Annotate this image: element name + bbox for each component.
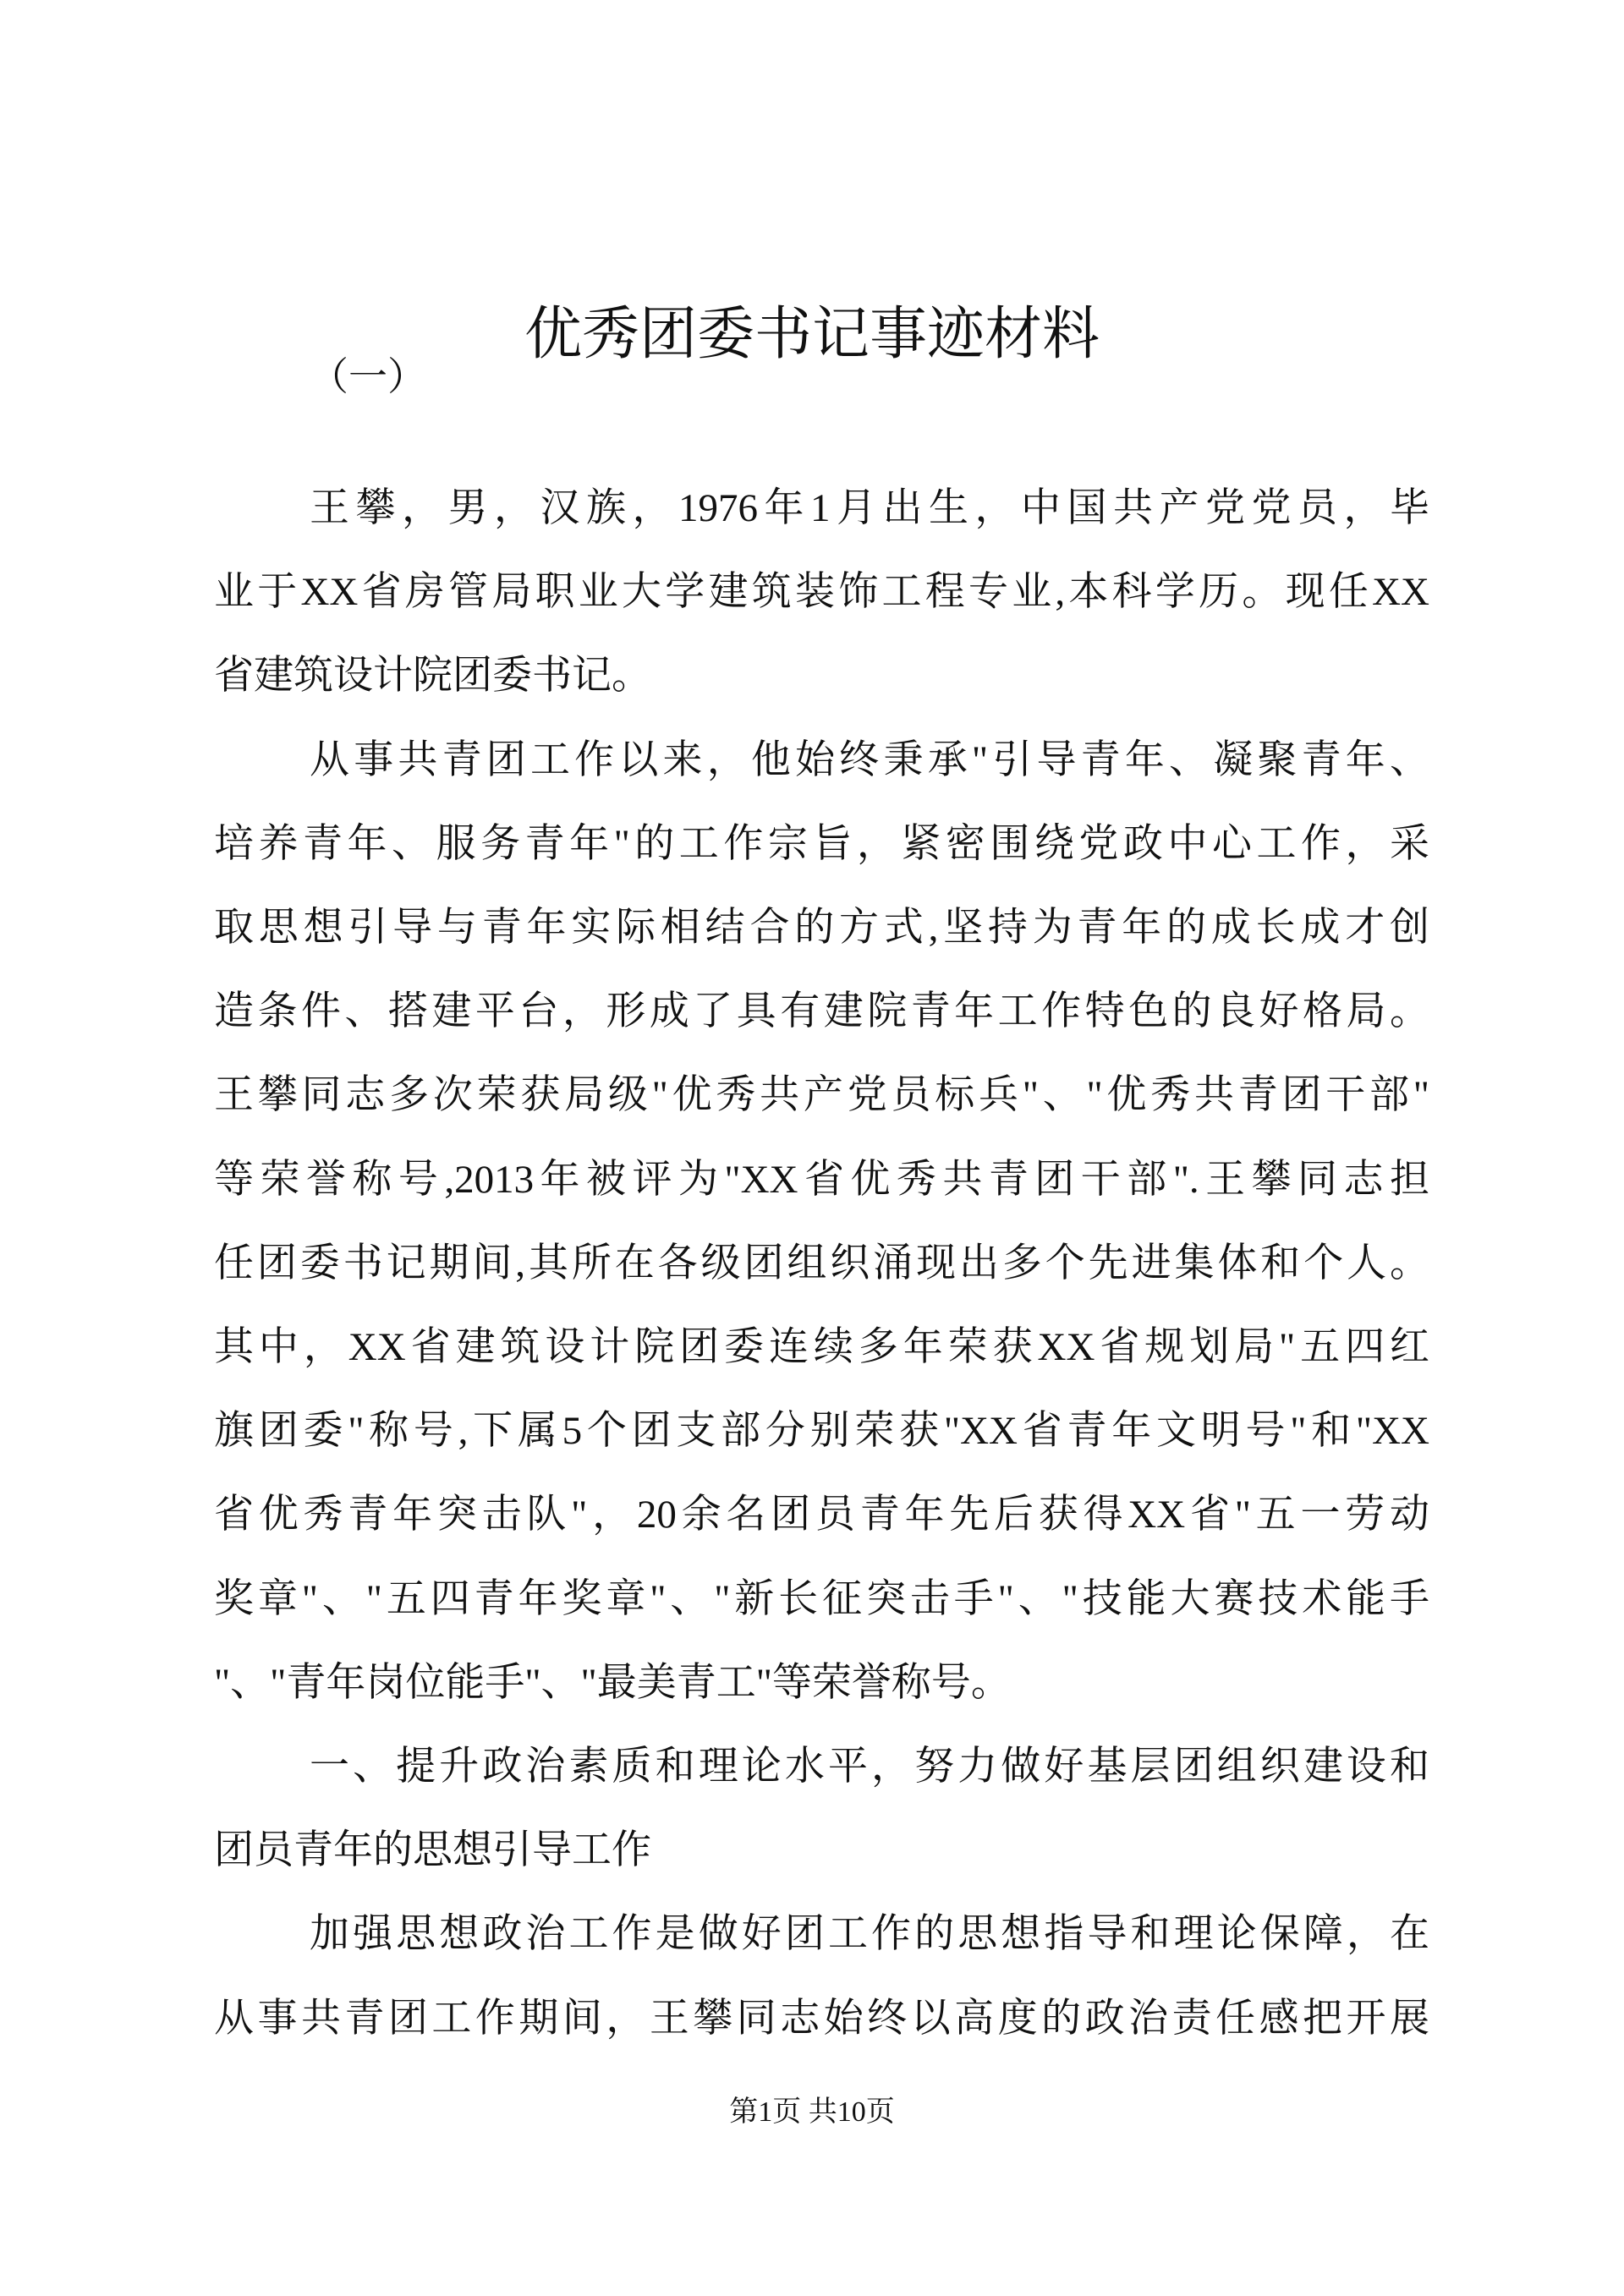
text-line: 奖章"、"五四青年奖章"、"新长征突击手"、"技能大赛技术能手	[214, 1576, 1429, 1621]
text-line: 任团委书记期间,其所在各级团组织涌现出多个先进集体和个人。	[214, 1241, 1429, 1285]
text-line: "、"青年岗位能手"、"最美青工"等荣誉称号。	[214, 1660, 1011, 1705]
text-line: 培养青年、服务青年"的工作宗旨，紧密围绕党政中心工作，采	[214, 821, 1429, 866]
text-line: 其中，XX省建筑设计院团委连续多年荣获XX省规划局"五四红	[214, 1325, 1429, 1369]
section-heading: （一）	[310, 355, 426, 398]
text-line: 王攀同志多次荣获局级"优秀共产党员标兵"、"优秀共青团干部"	[214, 1073, 1429, 1118]
text-line: 王攀，男，汉族，1976年1月出生，中国共产党党员，毕	[310, 486, 1429, 530]
text-line: 省优秀青年突击队"，20余名团员青年先后获得XX省"五一劳动	[214, 1493, 1429, 1537]
text-line: 等荣誉称号,2013年被评为"XX省优秀共青团干部".王攀同志担	[214, 1157, 1429, 1202]
text-line: 加强思想政治工作是做好团工作的思想指导和理论保障，在	[310, 1912, 1429, 1957]
page-footer: 第1页 共10页	[729, 2096, 895, 2128]
text-line: 造条件、搭建平台，形成了具有建院青年工作特色的良好格局。	[214, 989, 1429, 1034]
text-line: 业于XX省房管局职业大学建筑装饰工程专业,本科学历。现任XX	[214, 570, 1429, 615]
text-line: 从事共青团工作以来，他始终秉承"引导青年、凝聚青年、	[310, 737, 1429, 782]
text-line: 团员青年的思想引导工作	[214, 1828, 651, 1873]
text-line: 省建筑设计院团委书记。	[214, 654, 651, 699]
text-line: 旗团委"称号,下属5个团支部分别荣获"XX省青年文明号"和"XX	[214, 1409, 1429, 1454]
text-line: 一、提升政治素质和理论水平，努力做好基层团组织建设和	[310, 1745, 1429, 1789]
document-title: 优秀团委书记事迹材料	[524, 302, 1100, 366]
text-line: 从事共青团工作期间，王攀同志始终以高度的政治责任感把开展	[214, 1996, 1429, 2041]
text-line: 取思想引导与青年实际相结合的方式,坚持为青年的成长成才创	[214, 906, 1429, 950]
